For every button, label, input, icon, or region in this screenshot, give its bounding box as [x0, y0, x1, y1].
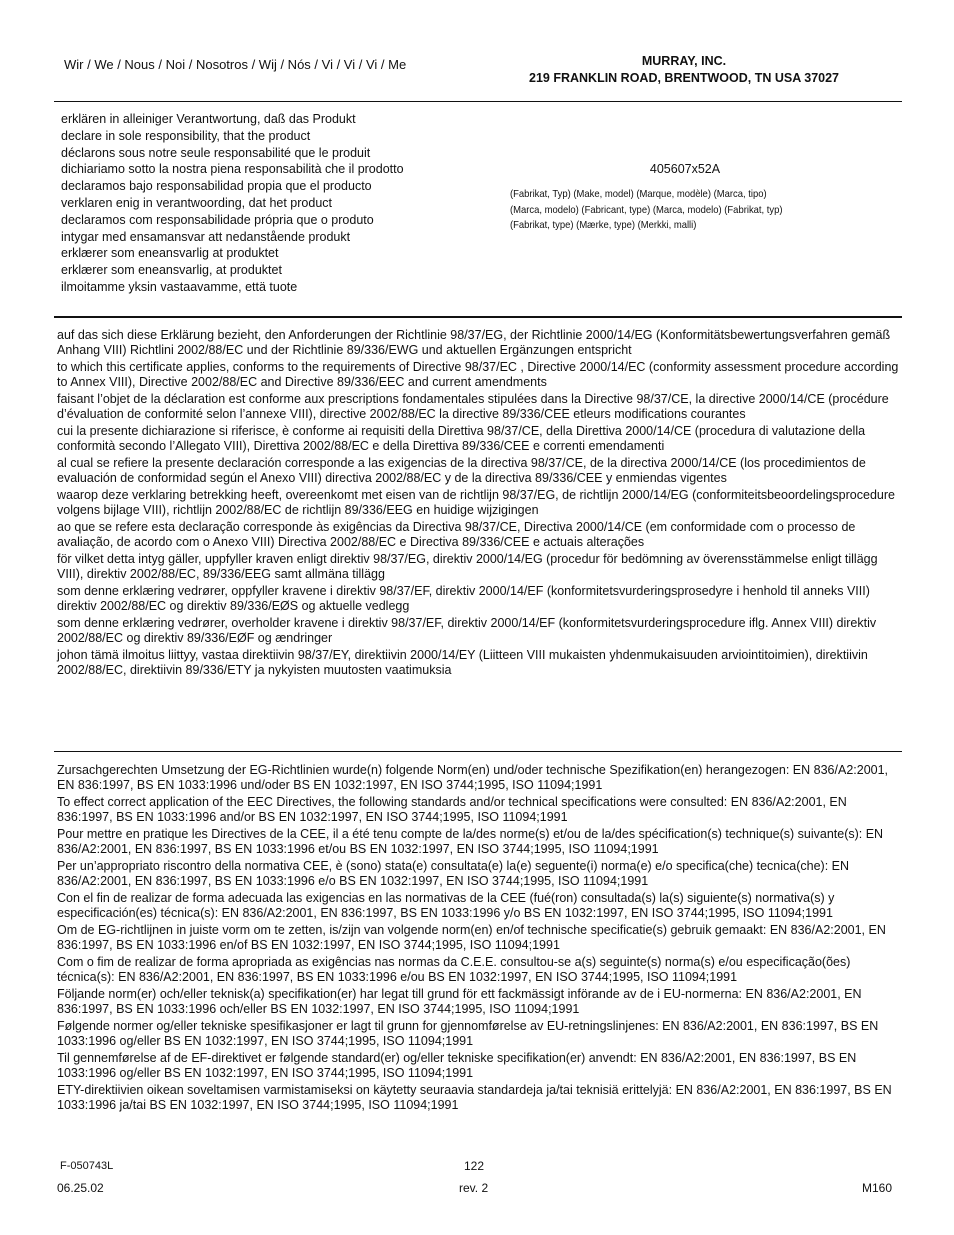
declaration-line: verklaren enig in verantwoording, dat het product [61, 195, 332, 210]
standards-paragraph: Zursachgerechten Umsetzung der EG-Richtlinien wurde(n) folgende Norm(en) und/oder technische Spezifikation(en) herangezogen: EN 836/A2:2001, EN 836:1997, BS EN 1033:1996 und/oder BS EN 1032:1997, EN ISO 3744;1995, ISO 11094;1991 [57, 763, 889, 792]
standards-paragraph: Pour mettre en pratique les Directives de la CEE, il a été tenu compte de la/des norme(s) et/ou de la/des spécification(s) technique(s) suivante(s): EN 836/A2:2001, EN 836:1997, BS EN 1033:1996 et/ou BS EN 1032:1997, EN ISO 3744;1995, ISO 11094;1991 [57, 827, 884, 856]
standards-paragraph: Con el fin de realizar de forma adecuada las exigencias en las normativas de la CEE (fué(ron) consultada(s) la(s) siguiente(s) normativa(s) y especificación(es) técnica(s): EN 836/A2:2001, EN 836:1997, BS EN 1033:1996 y/o BS EN 1032:1997, EN ISO 3744;1995, ISO 11094;1991 [57, 891, 835, 920]
conformity-paragraph: johon tämä ilmoitus liittyy, vastaa direktiivin 98/37/EY, direktiivin 2000/14/EY (Liitteen VIII mukaisten yhdenmukaisuuden arviointitoimien), direktiivin 2002/88/EC, direktiivin 89/336/ETY ja nykyisten muutosten vaatimuksia [57, 648, 868, 677]
declaration-line: ilmoitamme yksin vastaavamme, että tuote [61, 279, 298, 294]
company-name: MURRAY, INC. [641, 54, 727, 68]
conformity-paragraph: faisant l’objet de la déclaration est conforme aux prescriptions fondamentales stipulées dans la Directive 98/37/CE, la directive 2000/14/CE (procédure d’évaluation de conformité selon l’annexe VIII), directive 2002/88/EC la directive 89/336/CEE etleurs modifications courantes [57, 392, 889, 421]
standards-paragraph: To effect correct application of the EEC Directives, the following standards and/or technical specifications were consulted: EN 836/A2:2001, EN 836:1997, BS EN 1033:1996 and/or BS EN 1032:1997, EN ISO 3744;1995, ISO 11094;1991 [57, 795, 847, 824]
standards-paragraph: Per un’appropriato riscontro della normativa CEE, è (sono) stata(e) consultata(e) la(e) seguente(i) norma(e) e/o specifica(che) tecnica(che): EN 836/A2:2001, EN 836:1997, BS EN 1033:1996 e/o BS EN 1032:1997, EN ISO 3744;1995, ISO 11094;1991 [57, 859, 850, 888]
standards-paragraph: Følgende normer og/eller tekniske spesifikasjoner er lagt til grunn for gjennomførelse av EU-retningslinjenes: EN 836/A2:2001, EN 836:1997, BS EN 1033:1996 og/eller BS EN 1032:1997, EN ISO 3744;1995, ISO 11094;1991 [57, 1019, 879, 1048]
conformity-paragraph: auf das sich diese Erklärung bezieht, den Anforderungen der Richtlinie 98/37/EG, der Richtlinie 2000/14/EG (Konformitätsbewertungsverfahren gemäß Anhang VIII) Richtlini 2002/88/EC und der Richtlinie 89/336/EWG und aktuellen Ergänzungen entspricht [57, 328, 891, 357]
issue-date: 06.25.02 [57, 1181, 104, 1195]
conformity-section [57, 328, 905, 680]
model-descriptor-line: (Fabrikat, Typ) (Make, model) (Marque, modèle) (Marca, tipo) [510, 188, 767, 200]
standards-paragraph: ETY-direktiivien oikean soveltamisen varmistamiseksi on käytetty seuraavia standardeja ja/tai teknisiä erittelyjä: EN 836/A2:2001, EN 836:1997, BS EN 1033:1996 ja/tai BS EN 1032:1997, EN ISO 3744;1995, ISO 11094;1991 [57, 1083, 892, 1112]
company-address: 219 FRANKLIN ROAD, BRENTWOOD, TN USA 37027 [529, 71, 839, 85]
company-block [500, 53, 868, 87]
standards-paragraph: Följande norm(er) och/eller teknisk(a) specifikation(er) har legat till grund för ett fackmässigt införande av de i EU-normerna: EN 836/A2:2001, EN 836:1997, BS EN 1033:1996 och/eller BS EN 1032:1997, EN ISO 3744;1995, ISO 11094;1991 [57, 987, 862, 1016]
declaration-line: erklærer som eneansvarlig at produktet [61, 246, 279, 261]
declaration-line: erklären in alleiniger Verantwortung, daß das Produkt [61, 112, 356, 126]
conformity-paragraph: ao que se refere esta declaração corresponde às exigências da Directiva 98/37/CE, Directiva 2000/14/CE (em conformidade com o processo de avaliação, de acordo com o Anexo VIII) Directiva 2002/88/EC e Directiva 89/336/CEE e actuais alterações [57, 520, 856, 549]
model-number: 405607x52A [649, 162, 721, 176]
declaration-line: declaramos com responsabilidade própria que o produto [61, 212, 374, 227]
conformity-paragraph: cui la presente dichiarazione si riferisce, è conforme ai requisiti della Direttiva 98/37/CE, della Direttiva 2000/14/CE (procedura di valutazione della conformità secondo l’Allegato VIII), Direttiva 2002/88/EC e della Direttiva 89/336/CEE e correnti emendamenti [57, 424, 866, 453]
model-code: M160 [862, 1181, 893, 1195]
conformity-paragraph: som denne erklæring vedrører, overholder kravene i direktiv 98/37/EF, direktiv 2000/14/EF (konformitetsvurderingsprocedure iflg. Annex VIII) direktiv 2002/88/EC og direktiv 89/336/EØF og ændringer [57, 616, 877, 645]
standards-paragraph: Om de EG-richtlijnen in juiste vorm om te zetten, is/zijn van volgende norm(en) en/of technische specificatie(s) gebruik gemaakt: EN 836/A2:2001, EN 836:1997, BS EN 1033:1996 en/of BS EN 1032:1997, EN ISO 3744;1995, ISO 11094;1991 [57, 923, 886, 952]
declaration-line: intygar med ensamansvar att nedanstående produkt [61, 229, 351, 244]
declaration-line: erklærer som eneansvarlig, at produktet [61, 263, 282, 278]
declaration-line: declaramos bajo responsabilidad propia que el producto [61, 179, 372, 194]
declaration-list [61, 111, 404, 296]
model-descriptor-line: (Marca, modelo) (Fabricant, type) (Marca, modelo) (Fabrikat, typ) [510, 203, 783, 216]
divider [54, 751, 902, 752]
form-code: F-050743L [60, 1160, 114, 1172]
conformity-paragraph: al cual se refiere la presente declaración corresponde a las exigencias de la directiva 98/37/CE, de la directiva 2000/14/CE (los procedimientos de evaluación de conformidad según el Anexo VIII) directiva 2002/88/EC y de la directiva 89/336/CEE y enmiendas vigentes [57, 456, 866, 485]
conformity-paragraph: för vilket detta intyg gäller, uppfyller kraven enligt direktiv 98/37/EG, direktiv 2000/14/EG (procedur för bedömning av överensstämmelse enligt tillägg VIII), direktiv 2002/88/EC, 89/336/EEG samt allmäna tillägg [57, 552, 878, 581]
conformity-paragraph: to which this certificate applies, conforms to the requirements of Directive 98/37/EC , Directive 2000/14/EC (conformity assessment procedure according to Annex VIII), Directive 2002/88/EC and Directive 89/336/EEC and current amendments [57, 360, 899, 389]
divider [54, 101, 902, 102]
revision: rev. 2 [459, 1181, 489, 1195]
conformity-paragraph: waarop deze verklaring betrekking heeft, overeenkomt met eisen van de richtlijn 98/37/EG, de richtlijn 2000/14/EG (conformiteitsbeoordelingsprocedure volgens bijlage VIII), richtlijn 2002/88/EC de richtlijn 89/336/EEG en huidige wijzigingen [57, 488, 895, 517]
divider [54, 316, 902, 318]
declaration-line: déclarons sous notre seule responsabilité que le produit [61, 145, 371, 160]
standards-paragraph: Com o fim de realizar de forma apropriada as exigências nas normas da C.E.E. consultou-se a(s) seguinte(s) norma(s) e/ou especificação(ões) técnica(s): EN 836/A2:2001, EN 836:1997, BS EN 1033:1996 e/ou BS EN 1032:1997, EN ISO 3744;1995, ISO 11094;1991 [57, 955, 851, 984]
declarant-languages: Wir / We / Nous / Noi / Nosotros / Wij / Nós / Vi / Vi / Vi / Me [64, 57, 407, 72]
conformity-paragraph: som denne erklæring vedrører, oppfyller kravene i direktiv 98/37/EF, direktiv 2000/14/EF (konformitetsvurderingsprosedyre i henhold til anneks VIII) direktiv 2002/88/EC og direktiv 89/336/EØS og aktuelle vedlegg [57, 584, 870, 613]
standards-paragraph: Til gennemførelse af de EF-direktivet er følgende standard(er) og/eller tekniske specifikation(er) anvendt: EN 836/A2:2001, EN 836:1997, BS EN 1033:1996 og/eller BS EN 1032:1997, EN ISO 3744;1995, ISO 11094;1991 [57, 1051, 857, 1080]
standards-section [57, 763, 905, 1115]
model-descriptor [510, 187, 852, 234]
page-number: 122 [464, 1159, 485, 1173]
declaration-line: dichiariamo sotto la nostra piena responsabilità che il prodotto [61, 162, 404, 177]
model-descriptor-line: (Fabrikat, type) (Mærke, type) (Merkki, malli) [510, 219, 697, 231]
declaration-line: declare in sole responsibility, that the product [61, 128, 311, 143]
